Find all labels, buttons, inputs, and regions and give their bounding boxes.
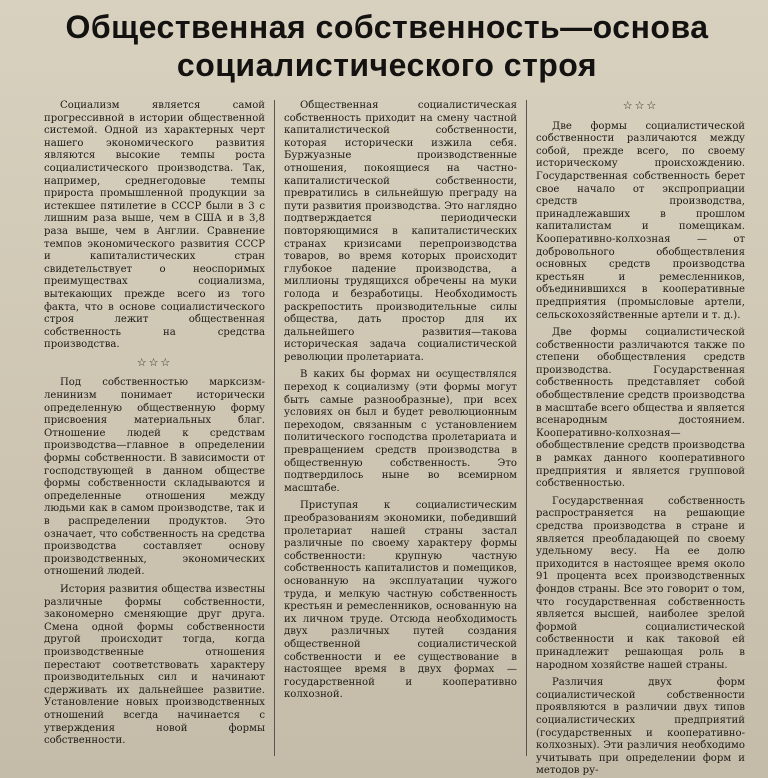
- article-columns: [20, 99, 754, 777]
- column-2-paragraph-1: Общественная социалистическая собственность приходит на смену частной капиталистической собственности, которая исторически изжила себя. Буржуазные производственные отношения, покоящиеся на частно-капиталистической собственности, превратились в сильнейшую преграду на пути развития производства. Это наглядно подтверждается периодически повторяющимися в капиталистических странах кризисами перепроизводства товаров, во время которых происходит глубокое падение производства, а миллионы трудящихся обречены на муки голода и безработицы. Необходимость раскрепостить производительные силы общества, дать простор для их дальнейшего развития—такова историческая задача социалистической революции пролетариата.: [284, 100, 517, 363]
- column-1-paragraph-1: Социализм является самой прогрессивной в истории общественной системой. Одной из характерных черт нашего экономического развития являются высокие темпы роста социалистического производства. Так, например, среднегодовые темпы прироста промышленной продукции за истекшее пятилетие в СССР были в 3 с лишним раза выше, чем в США и в 3,8 раза выше, чем в Англии. Сравнение темпов экономического развития СССР и капиталистических стран свидетельствует о неоспоримых преимуществах социализма, вытекающих прежде всего из того факта, что в основе социалистического строя лежит общественная собственность на средства производства.: [44, 100, 265, 351]
- headline-line-2: социалистического строя: [176, 47, 598, 83]
- column-2-paragraph-3: Приступая к социалистическим преобразованиям экономики, победивший пролетариат нашей страны застал различные по своему характеру формы собственности: крупную частную собственность капиталистов и помещиков, основанную на эксплуатации чужого труда, и мелкую частную собственность крестьян и ремесленников, основанную на их личном труде. Отсюда необходимость двух различных путей создания общественной социалистической собственности и ее существование в настоящее время в двух формах — государственной и кооперативно колхозной.: [284, 500, 517, 701]
- article-column-2: [274, 100, 527, 756]
- article-column-3: [527, 99, 754, 777]
- headline: [20, 8, 754, 84]
- column-1-paragraph-2: Под собственностью марксизм-ленинизм понимает исторически определенную общественную форму присвоения материальных благ. Отношение людей к средствам производства—главное в определении формы собственности. В зависимости от господствующей в данном обществе формы собственности складываются и определенные отношения между людьми как в самом производстве, так и в распределении продуктов. Это означает, что собственность на средства производства составляет основу производственных, экономических отношений людей.: [44, 377, 265, 578]
- column-3-paragraph-2: Две формы социалистической собственности различаются также по степени обобществления средств производства. Государственная собственность представляет собой обобществление средств производства в масштабе всего общества и является всенародным достоянием. Кооперативно-колхозная—обобществление средств производства в рамках данного кооперативного предприятия и является групповой собственностью.: [536, 327, 745, 490]
- section-divider-stars: ☆☆☆: [622, 99, 659, 112]
- column-2-paragraph-2: В каких бы формах ни осуществлялся переход к социализму (эти формы могут быть самые разнообразные), при всех условиях он был и будет революционным переходом, связанным с установлением политического господства пролетариата и превращением средств производства в общественную собственность. Это подтвердилось ныне во всемирном масштабе.: [284, 369, 517, 494]
- column-1-paragraph-3: История развития общества известны различные формы собственности, закономерно сменяющие друг друга. Смена одной формы собственности другой происходит тогда, когда производственные отношения перестают соответствовать характеру производительных сил и начинают сдерживать их дальнейшее развитие. Установление новых производственных отношений всегда начинается с утверждения новой формы собственности.: [44, 583, 265, 747]
- column-3-paragraph-1: Две формы социалистической собственности различаются между собой, прежде всего, по своему историческому происхождению. Государственная собственность берет свое начало от экспроприации средств производства, принадлежавших в прошлом капиталистам и помещикам. Кооперативно-колхозная — от добровольного обобществления основных средств производства крестьян и ремесленников, объединившихся в кооперативные предприятия (промысловые артели, сельскохозяйственные артели и т. д.).: [536, 120, 745, 321]
- article-column-1: [20, 100, 274, 756]
- headline-line-1: Общественная собственность—основа: [65, 9, 709, 45]
- column-3-paragraph-3: Государственная собственность распространяется на решающие средства производства в стране и является преобладающей по своему удельному весу. На ее долю приходится в настоящее время около 91 процента всех производственных фондов страны. Все это говорит о том, что государственная собственность является высшей, наиболее зрелой формой социалистической собственности и как таковой ей принадлежит решающая роль в народном хозяйстве нашей страны.: [536, 495, 745, 671]
- section-divider-stars: ☆☆☆: [136, 355, 173, 369]
- column-3-paragraph-4: Различия двух форм социалистической собственности проявляются в различии двух типов социалистических предприятий (государственных и кооперативно-колхозных). Эти различия необходимо учитывать при определении форм и методов ру-: [536, 677, 745, 777]
